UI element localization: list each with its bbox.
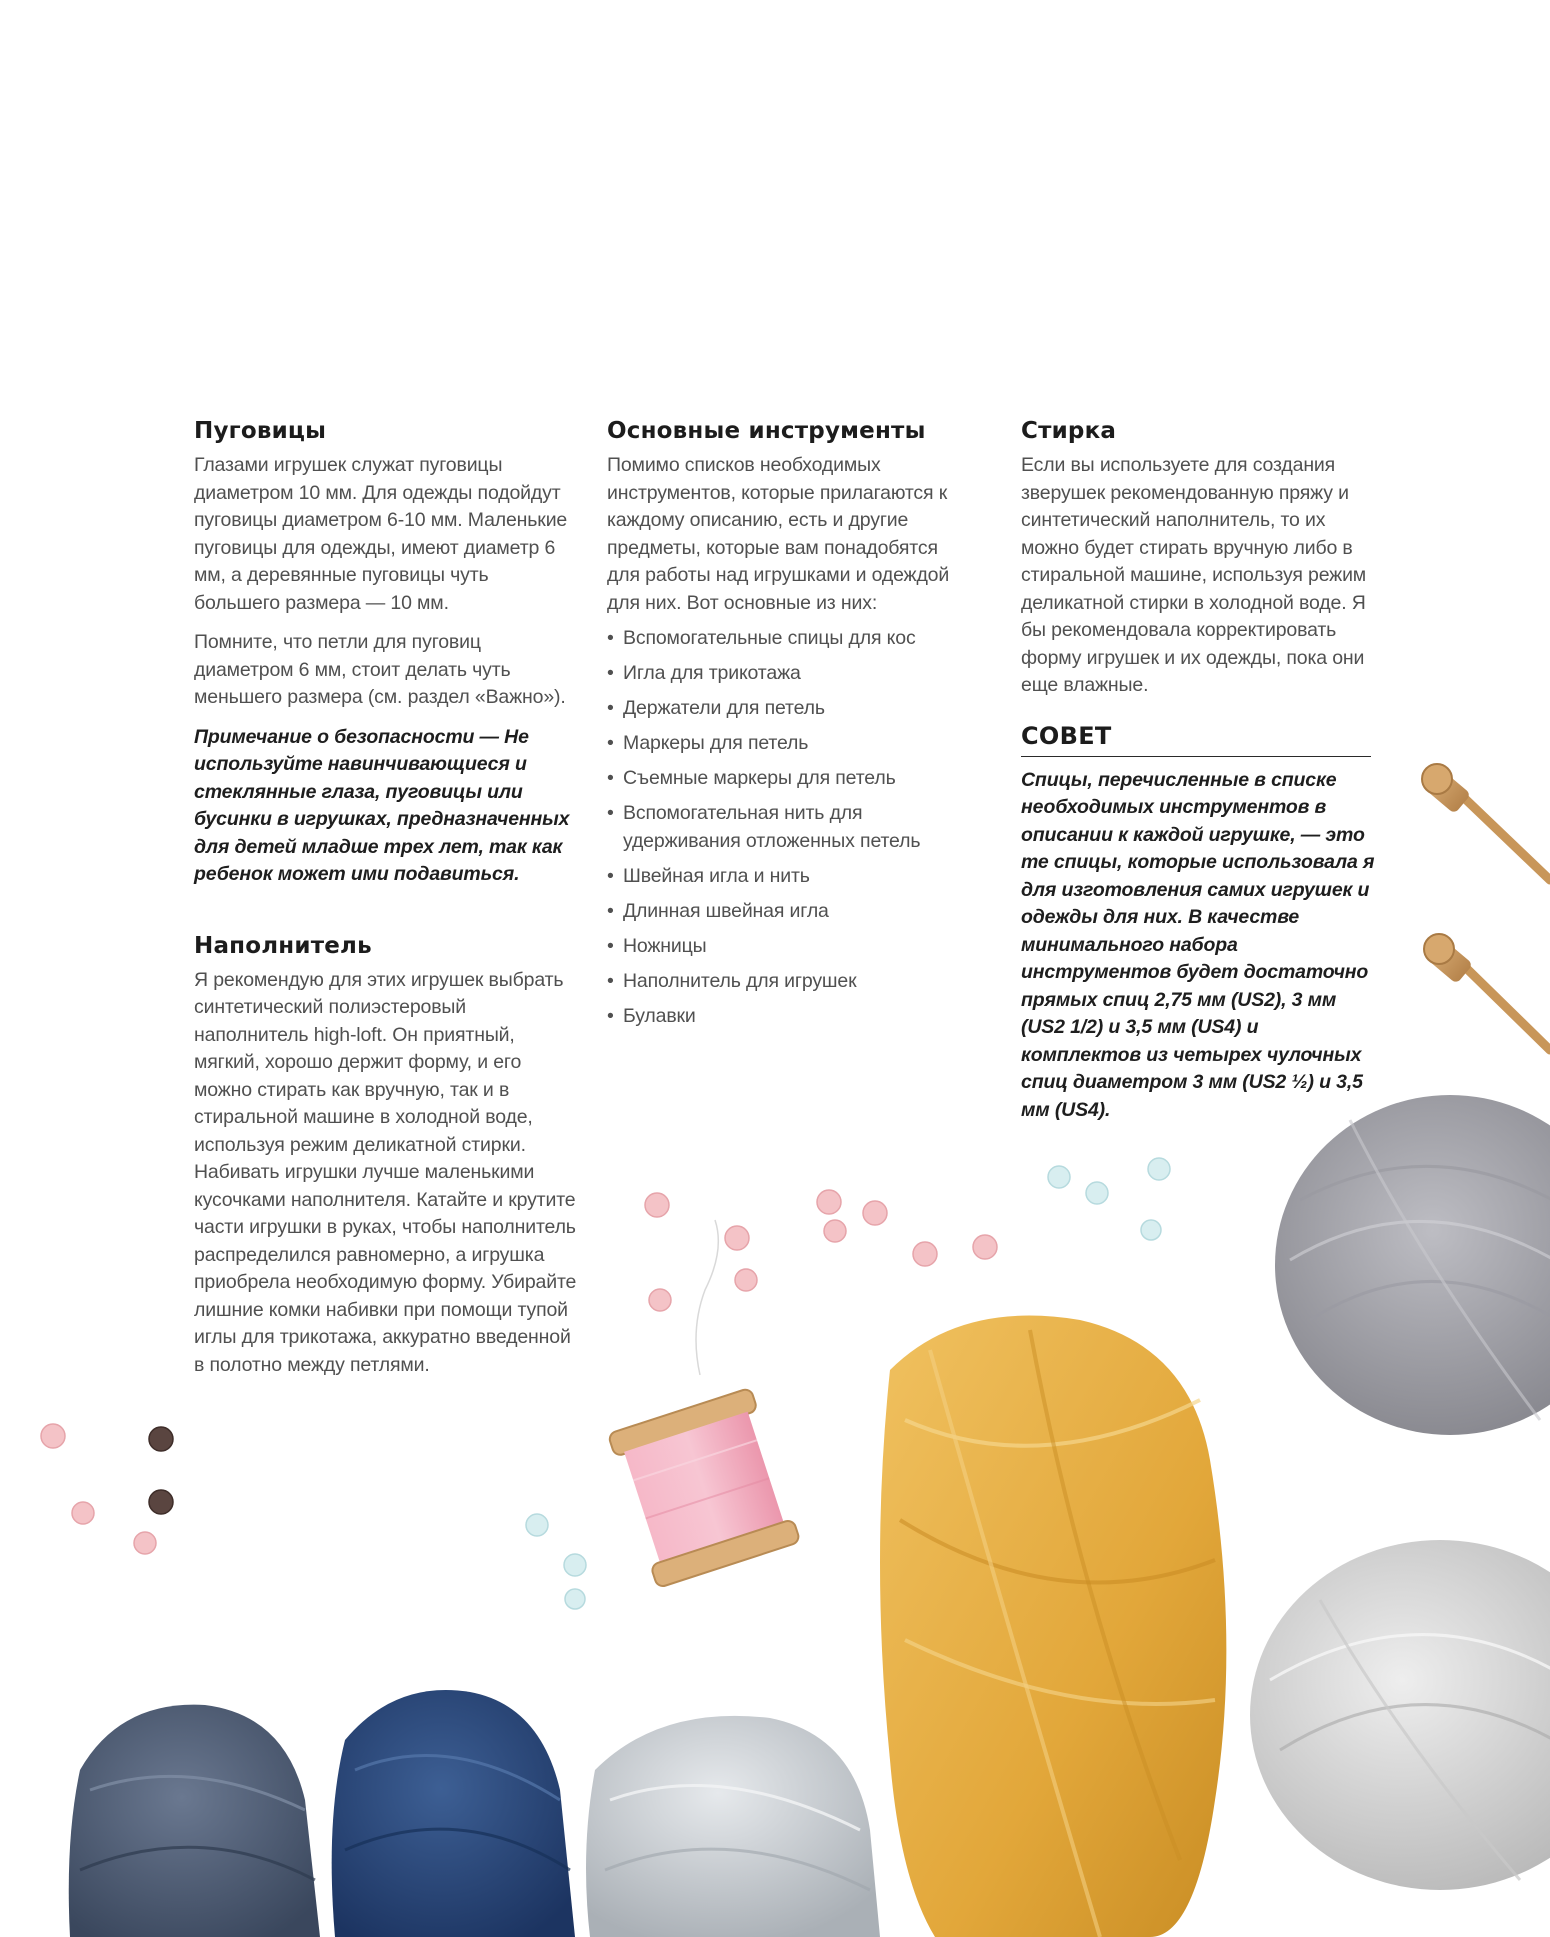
list-item: • Ножницы: [607, 933, 967, 961]
column-right: [1021, 418, 1376, 1124]
yarn-skein-yellow: [880, 1316, 1226, 1937]
buttons-paragraph-2: Помните, что петли для пуговиц диаметром 6 мм, стоит делать чуть меньшего размера (см. раздел «Важно»).: [194, 631, 566, 708]
safety-note: Примечание о безопасности — Не используйте навинчивающиеся и стеклянные глаза, пуговицы или бусинки в игрушках, предназначенных для детей младше трех лет, так как ребенок может ими подавиться.: [194, 725, 570, 885]
column-left: [194, 418, 579, 1391]
yarn-skein-slate: [69, 1705, 320, 1937]
yarn-ball-light: [1250, 1540, 1550, 1890]
filling-paragraph: Я рекомендую для этих игрушек выбрать синтетический полиэстеровый наполнитель high-loft. Он приятный, мягкий, хорошо держит форму, и его можно стирать как вручную, так и в стиральной машине в холодной воде, используя режим деликатной стирки. Набивать игрушки лучше маленькими кусочками наполнителя. Катайте и крутите части игрушки в руках, чтобы наполнитель распределился равномерно, а игрушка приобрела необходимую форму. Убирайте лишние комки набивки при помощи тупой иглы для трикотажа, аккуратно введенной в полотно между петлями.: [194, 968, 577, 1376]
section-gap: [194, 901, 579, 933]
list-item: • Вспомогательная нить для удерживания отложенных петель: [607, 800, 967, 855]
list-item: • Держатели для петель: [607, 695, 967, 723]
washing-paragraph: Если вы используете для создания зверушек рекомендованную пряжу и синтетический наполнитель, то их можно будет стирать вручную либо в стиральной машине, используя режим деликатной стирки в холодной воде. Я бы рекомендовала корректировать форму игрушек и их одежды, пока они еще влажные.: [1021, 454, 1367, 696]
list-item: • Швейная игла и нить: [607, 863, 967, 891]
column-middle: [607, 418, 967, 1038]
list-item: • Длинная швейная игла: [607, 898, 967, 926]
yarn-skein-navy: [332, 1690, 575, 1937]
list-item: • Булавки: [607, 1003, 967, 1031]
tools-list: [607, 625, 967, 1030]
knitting-needle-bottom: [1423, 934, 1550, 1050]
tip-heading: СОВЕТ: [1021, 722, 1371, 757]
yarn-ball-grey: [1275, 1095, 1550, 1435]
filling-heading: Наполнитель: [194, 932, 372, 959]
knitting-needle-top: [1421, 764, 1550, 880]
list-item: • Маркеры для петель: [607, 730, 967, 758]
list-item: • Съемные маркеры для петель: [607, 765, 967, 793]
buttons-paragraph-1: Глазами игрушек служат пуговицы диаметром 10 мм. Для одежды подойдут пуговицы диаметром 6-10 мм. Маленькие пуговицы для одежды, имеют диаметр 6 мм, а деревянные пуговицы чуть большего размера — 10 мм.: [194, 454, 568, 614]
thread-spool-pink: [608, 1220, 801, 1588]
tools-heading: Основные инструменты: [607, 418, 926, 444]
tip-paragraph: Спицы, перечисленные в списке необходимых инструментов в описании к каждой игрушке, — это те спицы, которые использовала я для изготовления самих игрушек и одежды для них. В качестве минимального набора инструментов будет достаточно прямых спиц 2,75 мм (US2), 3 мм (US2 1/2) и 3,5 мм (US4) и комплектов из четырех чулочных спиц диаметром 3 мм (US2 ½) и 3,5 мм (US4).: [1021, 768, 1375, 1121]
yarn-skein-light-grey: [586, 1716, 880, 1937]
washing-heading: Стирка: [1021, 418, 1117, 444]
buttons-heading: Пуговицы: [194, 418, 327, 444]
list-item: • Наполнитель для игрушек: [607, 968, 967, 996]
tools-intro: Помимо списков необходимых инструментов, которые прилагаются к каждому описанию, есть и другие предметы, которые вам понадобятся для работы над игрушками и одеждой для них. Вот основные из них:: [607, 454, 950, 614]
list-item: • Вспомогательные спицы для кос: [607, 625, 967, 653]
list-item: • Игла для трикотажа: [607, 660, 967, 688]
